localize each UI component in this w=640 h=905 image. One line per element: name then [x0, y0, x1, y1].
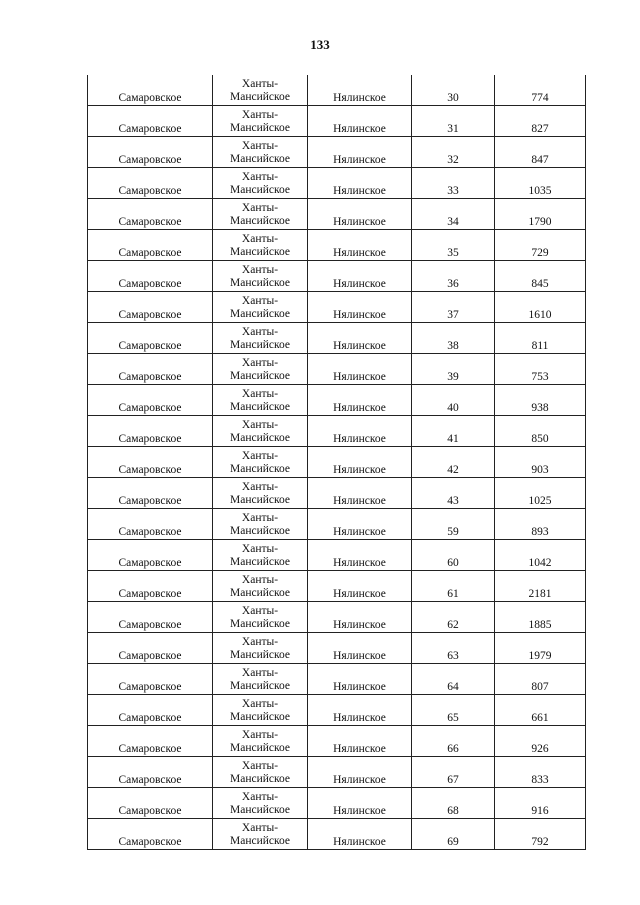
lake-cell: Нялинское [308, 137, 412, 168]
village-cell: Самаровское [88, 509, 213, 540]
lake-cell: Нялинское [308, 695, 412, 726]
lake-cell: Нялинское [308, 230, 412, 261]
table-row [88, 757, 586, 788]
lake-cell: Нялинское [308, 354, 412, 385]
value-cell: 792 [495, 819, 586, 850]
district-cell: Ханты- Мансийское [213, 75, 308, 106]
number-cell: 62 [412, 602, 495, 633]
district-cell: Ханты- Мансийское [213, 788, 308, 819]
value-cell: 1610 [495, 292, 586, 323]
value-cell: 845 [495, 261, 586, 292]
table-row [88, 478, 586, 509]
village-cell: Самаровское [88, 695, 213, 726]
village-cell: Самаровское [88, 540, 213, 571]
number-cell: 37 [412, 292, 495, 323]
village-cell: Самаровское [88, 664, 213, 695]
value-cell: 893 [495, 509, 586, 540]
number-cell: 33 [412, 168, 495, 199]
village-cell: Самаровское [88, 385, 213, 416]
table-row [88, 540, 586, 571]
table-row [88, 416, 586, 447]
number-cell: 69 [412, 819, 495, 850]
district-cell: Ханты- Мансийское [213, 695, 308, 726]
number-cell: 31 [412, 106, 495, 137]
table-row [88, 633, 586, 664]
district-cell: Ханты- Мансийское [213, 261, 308, 292]
district-cell: Ханты- Мансийское [213, 509, 308, 540]
lake-cell: Нялинское [308, 385, 412, 416]
table-row [88, 695, 586, 726]
value-cell: 847 [495, 137, 586, 168]
village-cell: Самаровское [88, 75, 213, 106]
lake-cell: Нялинское [308, 199, 412, 230]
district-cell: Ханты- Мансийское [213, 106, 308, 137]
table-body [88, 75, 586, 850]
page-number: 133 [310, 37, 330, 52]
table-row [88, 106, 586, 137]
district-cell: Ханты- Мансийское [213, 726, 308, 757]
lake-cell: Нялинское [308, 168, 412, 199]
lake-cell: Нялинское [308, 106, 412, 137]
district-cell: Ханты- Мансийское [213, 416, 308, 447]
value-cell: 1042 [495, 540, 586, 571]
value-cell: 1025 [495, 478, 586, 509]
village-cell: Самаровское [88, 788, 213, 819]
village-cell: Самаровское [88, 230, 213, 261]
number-cell: 61 [412, 571, 495, 602]
district-cell: Ханты- Мансийское [213, 571, 308, 602]
district-cell: Ханты- Мансийское [213, 137, 308, 168]
value-cell: 2181 [495, 571, 586, 602]
district-cell: Ханты- Мансийское [213, 447, 308, 478]
number-cell: 40 [412, 385, 495, 416]
district-cell: Ханты- Мансийское [213, 540, 308, 571]
value-cell: 753 [495, 354, 586, 385]
number-cell: 60 [412, 540, 495, 571]
number-cell: 67 [412, 757, 495, 788]
table-row [88, 509, 586, 540]
lake-cell: Нялинское [308, 447, 412, 478]
value-cell: 774 [495, 75, 586, 106]
district-cell: Ханты- Мансийское [213, 664, 308, 695]
number-cell: 32 [412, 137, 495, 168]
village-cell: Самаровское [88, 199, 213, 230]
village-cell: Самаровское [88, 416, 213, 447]
district-cell: Ханты- Мансийское [213, 602, 308, 633]
lake-cell: Нялинское [308, 509, 412, 540]
number-cell: 43 [412, 478, 495, 509]
lake-cell: Нялинское [308, 602, 412, 633]
value-cell: 1885 [495, 602, 586, 633]
value-cell: 926 [495, 726, 586, 757]
village-cell: Самаровское [88, 354, 213, 385]
value-cell: 916 [495, 788, 586, 819]
district-cell: Ханты- Мансийское [213, 354, 308, 385]
table-row [88, 819, 586, 850]
lake-cell: Нялинское [308, 726, 412, 757]
value-cell: 1979 [495, 633, 586, 664]
table-row [88, 230, 586, 261]
number-cell: 39 [412, 354, 495, 385]
lake-cell: Нялинское [308, 664, 412, 695]
value-cell: 903 [495, 447, 586, 478]
village-cell: Самаровское [88, 602, 213, 633]
number-cell: 42 [412, 447, 495, 478]
value-cell: 938 [495, 385, 586, 416]
number-cell: 41 [412, 416, 495, 447]
village-cell: Самаровское [88, 633, 213, 664]
village-cell: Самаровское [88, 478, 213, 509]
value-cell: 827 [495, 106, 586, 137]
table-row [88, 137, 586, 168]
table-row [88, 261, 586, 292]
number-cell: 66 [412, 726, 495, 757]
value-cell: 807 [495, 664, 586, 695]
village-cell: Самаровское [88, 292, 213, 323]
lake-cell: Нялинское [308, 633, 412, 664]
table-row [88, 75, 586, 106]
lake-cell: Нялинское [308, 540, 412, 571]
district-cell: Ханты- Мансийское [213, 819, 308, 850]
lake-cell: Нялинское [308, 292, 412, 323]
lake-cell: Нялинское [308, 757, 412, 788]
number-cell: 35 [412, 230, 495, 261]
village-cell: Самаровское [88, 168, 213, 199]
table-row [88, 447, 586, 478]
lake-cell: Нялинское [308, 75, 412, 106]
village-cell: Самаровское [88, 323, 213, 354]
district-cell: Ханты- Мансийское [213, 230, 308, 261]
lake-cell: Нялинское [308, 261, 412, 292]
data-table [87, 75, 586, 850]
number-cell: 68 [412, 788, 495, 819]
table-row [88, 168, 586, 199]
number-cell: 30 [412, 75, 495, 106]
lake-cell: Нялинское [308, 478, 412, 509]
district-cell: Ханты- Мансийское [213, 168, 308, 199]
village-cell: Самаровское [88, 447, 213, 478]
district-cell: Ханты- Мансийское [213, 323, 308, 354]
table-row [88, 323, 586, 354]
district-cell: Ханты- Мансийское [213, 385, 308, 416]
value-cell: 1790 [495, 199, 586, 230]
table-row [88, 664, 586, 695]
district-cell: Ханты- Мансийское [213, 633, 308, 664]
table-row [88, 354, 586, 385]
table-row [88, 602, 586, 633]
village-cell: Самаровское [88, 819, 213, 850]
value-cell: 1035 [495, 168, 586, 199]
number-cell: 59 [412, 509, 495, 540]
table-row [88, 788, 586, 819]
district-cell: Ханты- Мансийское [213, 292, 308, 323]
value-cell: 850 [495, 416, 586, 447]
lake-cell: Нялинское [308, 819, 412, 850]
lake-cell: Нялинское [308, 788, 412, 819]
number-cell: 64 [412, 664, 495, 695]
value-cell: 833 [495, 757, 586, 788]
lake-cell: Нялинское [308, 571, 412, 602]
number-cell: 38 [412, 323, 495, 354]
district-cell: Ханты- Мансийское [213, 199, 308, 230]
village-cell: Самаровское [88, 106, 213, 137]
number-cell: 34 [412, 199, 495, 230]
district-cell: Ханты- Мансийское [213, 478, 308, 509]
table-row [88, 571, 586, 602]
village-cell: Самаровское [88, 137, 213, 168]
lake-cell: Нялинское [308, 416, 412, 447]
village-cell: Самаровское [88, 261, 213, 292]
table-row [88, 385, 586, 416]
number-cell: 65 [412, 695, 495, 726]
table-row [88, 726, 586, 757]
value-cell: 811 [495, 323, 586, 354]
lake-cell: Нялинское [308, 323, 412, 354]
village-cell: Самаровское [88, 757, 213, 788]
village-cell: Самаровское [88, 726, 213, 757]
table-row [88, 199, 586, 230]
number-cell: 36 [412, 261, 495, 292]
value-cell: 661 [495, 695, 586, 726]
district-cell: Ханты- Мансийское [213, 757, 308, 788]
village-cell: Самаровское [88, 571, 213, 602]
number-cell: 63 [412, 633, 495, 664]
table-row [88, 292, 586, 323]
value-cell: 729 [495, 230, 586, 261]
